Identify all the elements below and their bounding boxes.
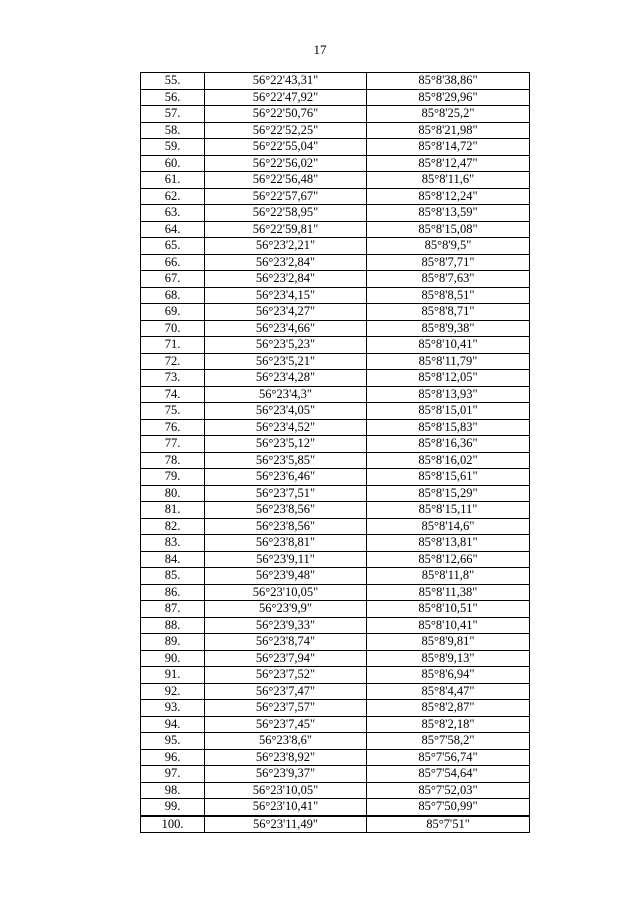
- latitude-cell: 56°23'8,56": [205, 502, 367, 519]
- point-number-cell: 98.: [141, 782, 205, 799]
- point-number-cell: 100.: [141, 816, 205, 833]
- latitude-cell: 56°23'7,57": [205, 700, 367, 717]
- point-number-cell: 93.: [141, 700, 205, 717]
- table-row: [141, 403, 530, 420]
- latitude-cell: 56°23'9,33": [205, 617, 367, 634]
- point-number-cell: 96.: [141, 749, 205, 766]
- longitude-cell: 85°8'21,98": [367, 122, 530, 139]
- longitude-cell: 85°8'9,13": [367, 650, 530, 667]
- point-number-cell: 58.: [141, 122, 205, 139]
- table-row: [141, 188, 530, 205]
- longitude-cell: 85°8'11,38": [367, 584, 530, 601]
- longitude-cell: 85°8'12,66": [367, 551, 530, 568]
- point-number-cell: 62.: [141, 188, 205, 205]
- latitude-cell: 56°23'5,21": [205, 353, 367, 370]
- table-row: [141, 304, 530, 321]
- latitude-cell: 56°23'8,56": [205, 518, 367, 535]
- longitude-cell: 85°8'25,2": [367, 106, 530, 123]
- longitude-cell: 85°7'50,99": [367, 799, 530, 816]
- latitude-cell: 56°23'7,52": [205, 667, 367, 684]
- point-number-cell: 59.: [141, 139, 205, 156]
- point-number-cell: 90.: [141, 650, 205, 667]
- longitude-cell: 85°8'10,41": [367, 337, 530, 354]
- table-row: [141, 716, 530, 733]
- longitude-cell: 85°8'9,5": [367, 238, 530, 255]
- table-row: [141, 386, 530, 403]
- latitude-cell: 56°22'55,04": [205, 139, 367, 156]
- longitude-cell: 85°7'51": [367, 816, 530, 833]
- longitude-cell: 85°8'7,63": [367, 271, 530, 288]
- longitude-cell: 85°8'9,81": [367, 634, 530, 651]
- table-row: [141, 733, 530, 750]
- longitude-cell: 85°8'13,81": [367, 535, 530, 552]
- longitude-cell: 85°8'6,94": [367, 667, 530, 684]
- longitude-cell: 85°8'12,47": [367, 155, 530, 172]
- latitude-cell: 56°23'2,21": [205, 238, 367, 255]
- point-number-cell: 97.: [141, 766, 205, 783]
- page-number: 17: [313, 42, 327, 57]
- point-number-cell: 95.: [141, 733, 205, 750]
- longitude-cell: 85°8'8,71": [367, 304, 530, 321]
- table-row: [141, 816, 530, 833]
- longitude-cell: 85°8'4,47": [367, 683, 530, 700]
- point-number-cell: 72.: [141, 353, 205, 370]
- table-row: [141, 568, 530, 585]
- latitude-cell: 56°23'2,84": [205, 254, 367, 271]
- latitude-cell: 56°23'4,27": [205, 304, 367, 321]
- longitude-cell: 85°8'12,24": [367, 188, 530, 205]
- longitude-cell: 85°8'2,18": [367, 716, 530, 733]
- latitude-cell: 56°23'2,84": [205, 271, 367, 288]
- longitude-cell: 85°8'29,96": [367, 89, 530, 106]
- longitude-cell: 85°8'2,87": [367, 700, 530, 717]
- point-number-cell: 88.: [141, 617, 205, 634]
- latitude-cell: 56°23'5,85": [205, 452, 367, 469]
- point-number-cell: 65.: [141, 238, 205, 255]
- latitude-cell: 56°22'50,76": [205, 106, 367, 123]
- table-row: [141, 353, 530, 370]
- table-row: [141, 782, 530, 799]
- latitude-cell: 56°23'9,9": [205, 601, 367, 618]
- point-number-cell: 73.: [141, 370, 205, 387]
- point-number-cell: 86.: [141, 584, 205, 601]
- point-number-cell: 76.: [141, 419, 205, 436]
- longitude-cell: 85°8'7,71": [367, 254, 530, 271]
- point-number-cell: 75.: [141, 403, 205, 420]
- table-row: [141, 320, 530, 337]
- point-number-cell: 81.: [141, 502, 205, 519]
- latitude-cell: 56°23'7,45": [205, 716, 367, 733]
- latitude-cell: 56°23'7,94": [205, 650, 367, 667]
- latitude-cell: 56°23'8,6": [205, 733, 367, 750]
- latitude-cell: 56°22'56,02": [205, 155, 367, 172]
- table-row: [141, 419, 530, 436]
- point-number-cell: 91.: [141, 667, 205, 684]
- table-row: [141, 452, 530, 469]
- table-row: [141, 683, 530, 700]
- point-number-cell: 70.: [141, 320, 205, 337]
- latitude-cell: 56°22'52,25": [205, 122, 367, 139]
- longitude-cell: 85°8'14,6": [367, 518, 530, 535]
- latitude-cell: 56°22'43,31": [205, 73, 367, 90]
- longitude-cell: 85°8'15,08": [367, 221, 530, 238]
- point-number-cell: 89.: [141, 634, 205, 651]
- coordinates-table-body: [141, 73, 530, 833]
- table-row: [141, 254, 530, 271]
- latitude-cell: 56°23'7,51": [205, 485, 367, 502]
- latitude-cell: 56°23'10,41": [205, 799, 367, 816]
- latitude-cell: 56°23'8,81": [205, 535, 367, 552]
- point-number-cell: 57.: [141, 106, 205, 123]
- latitude-cell: 56°23'9,48": [205, 568, 367, 585]
- point-number-cell: 79.: [141, 469, 205, 486]
- point-number-cell: 67.: [141, 271, 205, 288]
- latitude-cell: 56°22'56,48": [205, 172, 367, 189]
- latitude-cell: 56°23'4,15": [205, 287, 367, 304]
- point-number-cell: 61.: [141, 172, 205, 189]
- table-row: [141, 634, 530, 651]
- longitude-cell: 85°8'15,61": [367, 469, 530, 486]
- latitude-cell: 56°23'4,28": [205, 370, 367, 387]
- point-number-cell: 84.: [141, 551, 205, 568]
- point-number-cell: 74.: [141, 386, 205, 403]
- latitude-cell: 56°23'4,66": [205, 320, 367, 337]
- latitude-cell: 56°23'10,05": [205, 782, 367, 799]
- table-row: [141, 617, 530, 634]
- table-row: [141, 205, 530, 222]
- point-number-cell: 71.: [141, 337, 205, 354]
- table-row: [141, 271, 530, 288]
- longitude-cell: 85°7'58,2": [367, 733, 530, 750]
- longitude-cell: 85°8'11,8": [367, 568, 530, 585]
- table-row: [141, 469, 530, 486]
- point-number-cell: 85.: [141, 568, 205, 585]
- table-row: [141, 89, 530, 106]
- longitude-cell: 85°8'12,05": [367, 370, 530, 387]
- longitude-cell: 85°8'11,6": [367, 172, 530, 189]
- longitude-cell: 85°8'10,41": [367, 617, 530, 634]
- latitude-cell: 56°23'8,92": [205, 749, 367, 766]
- point-number-cell: 83.: [141, 535, 205, 552]
- longitude-cell: 85°8'9,38": [367, 320, 530, 337]
- table-row: [141, 700, 530, 717]
- table-row: [141, 122, 530, 139]
- point-number-cell: 82.: [141, 518, 205, 535]
- latitude-cell: 56°22'58,95": [205, 205, 367, 222]
- table-row: [141, 155, 530, 172]
- table-row: [141, 650, 530, 667]
- point-number-cell: 69.: [141, 304, 205, 321]
- longitude-cell: 85°8'16,36": [367, 436, 530, 453]
- table-row: [141, 485, 530, 502]
- table-row: [141, 436, 530, 453]
- longitude-cell: 85°8'13,59": [367, 205, 530, 222]
- table-row: [141, 502, 530, 519]
- longitude-cell: 85°8'16,02": [367, 452, 530, 469]
- latitude-cell: 56°23'6,46": [205, 469, 367, 486]
- table-row: [141, 601, 530, 618]
- latitude-cell: 56°23'4,52": [205, 419, 367, 436]
- longitude-cell: 85°8'15,11": [367, 502, 530, 519]
- point-number-cell: 60.: [141, 155, 205, 172]
- longitude-cell: 85°8'38,86": [367, 73, 530, 90]
- table-row: [141, 139, 530, 156]
- longitude-cell: 85°8'8,51": [367, 287, 530, 304]
- longitude-cell: 85°8'15,01": [367, 403, 530, 420]
- point-number-cell: 77.: [141, 436, 205, 453]
- latitude-cell: 56°23'4,3": [205, 386, 367, 403]
- longitude-cell: 85°8'13,93": [367, 386, 530, 403]
- point-number-cell: 56.: [141, 89, 205, 106]
- table-row: [141, 535, 530, 552]
- table-row: [141, 238, 530, 255]
- latitude-cell: 56°23'10,05": [205, 584, 367, 601]
- point-number-cell: 87.: [141, 601, 205, 618]
- point-number-cell: 55.: [141, 73, 205, 90]
- latitude-cell: 56°22'59,81": [205, 221, 367, 238]
- point-number-cell: 78.: [141, 452, 205, 469]
- table-row: [141, 766, 530, 783]
- table-row: [141, 370, 530, 387]
- longitude-cell: 85°8'15,29": [367, 485, 530, 502]
- point-number-cell: 68.: [141, 287, 205, 304]
- latitude-cell: 56°23'4,05": [205, 403, 367, 420]
- point-number-cell: 66.: [141, 254, 205, 271]
- table-row: [141, 287, 530, 304]
- point-number-cell: 92.: [141, 683, 205, 700]
- latitude-cell: 56°23'5,23": [205, 337, 367, 354]
- latitude-cell: 56°23'7,47": [205, 683, 367, 700]
- point-number-cell: 64.: [141, 221, 205, 238]
- latitude-cell: 56°23'5,12": [205, 436, 367, 453]
- latitude-cell: 56°22'47,92": [205, 89, 367, 106]
- longitude-cell: 85°7'56,74": [367, 749, 530, 766]
- point-number-cell: 94.: [141, 716, 205, 733]
- table-row: [141, 799, 530, 816]
- table-row: [141, 551, 530, 568]
- table-row: [141, 667, 530, 684]
- longitude-cell: 85°7'52,03": [367, 782, 530, 799]
- table-row: [141, 73, 530, 90]
- table-row: [141, 584, 530, 601]
- point-number-cell: 80.: [141, 485, 205, 502]
- table-row: [141, 106, 530, 123]
- longitude-cell: 85°7'54,64": [367, 766, 530, 783]
- latitude-cell: 56°23'11,49": [205, 816, 367, 833]
- latitude-cell: 56°23'8,74": [205, 634, 367, 651]
- table-row: [141, 172, 530, 189]
- longitude-cell: 85°8'15,83": [367, 419, 530, 436]
- longitude-cell: 85°8'11,79": [367, 353, 530, 370]
- longitude-cell: 85°8'14,72": [367, 139, 530, 156]
- latitude-cell: 56°23'9,37": [205, 766, 367, 783]
- table-row: [141, 518, 530, 535]
- table-row: [141, 749, 530, 766]
- latitude-cell: 56°22'57,67": [205, 188, 367, 205]
- point-number-cell: 99.: [141, 799, 205, 816]
- table-row: [141, 221, 530, 238]
- latitude-cell: 56°23'9,11": [205, 551, 367, 568]
- coordinates-table: [140, 72, 530, 833]
- longitude-cell: 85°8'10,51": [367, 601, 530, 618]
- table-row: [141, 337, 530, 354]
- point-number-cell: 63.: [141, 205, 205, 222]
